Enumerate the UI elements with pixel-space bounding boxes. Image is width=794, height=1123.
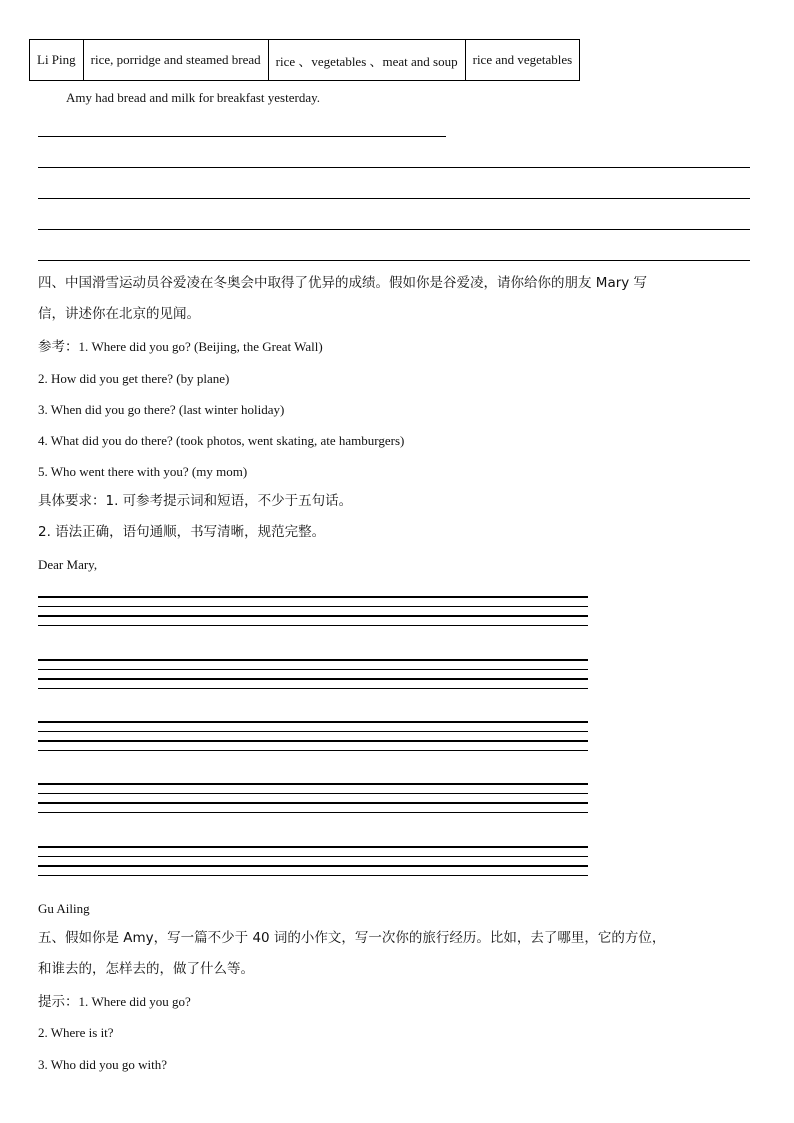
hint-prefix: 参考： — [38, 339, 79, 355]
section4-hint-2: 2. How did you get there? (by plane) — [38, 371, 230, 386]
section5-title-line1: 五、假如你是 Amy，写一篇不少于 40 词的小作文，写一次你的旅行经历。比如，去了哪里，它的方位， — [38, 930, 666, 946]
table-cell-name: Li Ping — [30, 40, 84, 81]
section4-hint-5: 5. Who went there with you? (my mom) — [38, 464, 248, 479]
section4-hint-3: 3. When did you go there? (last winter holiday) — [38, 402, 285, 417]
letter-signature: Gu Ailing — [38, 901, 90, 916]
writing-line — [38, 229, 750, 230]
hint-text: 1. Where did you go? (Beijing, the Great Wall) — [78, 339, 323, 354]
section4-title-line2: 信，讲述你在北京的见闻。 — [38, 306, 200, 322]
section5-hint-3: 3. Who did you go with? — [38, 1057, 168, 1072]
writing-staff — [38, 846, 588, 876]
hint-text: 1. Where did you go? — [78, 994, 191, 1009]
writing-staff — [38, 596, 588, 626]
table-row — [30, 40, 580, 81]
writing-staff — [38, 783, 588, 813]
writing-staff — [38, 659, 588, 689]
section5-hint-2: 2. Where is it? — [38, 1025, 114, 1040]
section4-hint-1 — [38, 340, 323, 355]
section5-hint-1 — [38, 995, 191, 1010]
meals-table — [29, 39, 580, 81]
section5-title-line2: 和谁去的，怎样去的，做了什么等。 — [38, 961, 254, 977]
section4-requirement-1: 具体要求：1. 可参考提示词和短语，不少于五句话。 — [38, 493, 353, 509]
table-cell-breakfast: rice, porridge and steamed bread — [83, 40, 268, 81]
section4-title-line1: 四、中国滑雪运动员谷爱凌在冬奥会中取得了优异的成绩。假如你是谷爱凌，请你给你的朋友 Mary 写 — [38, 275, 648, 291]
hint-prefix: 提示： — [38, 994, 79, 1010]
writing-line — [38, 136, 446, 137]
letter-greeting: Dear Mary, — [38, 557, 98, 572]
writing-line — [38, 198, 750, 199]
example-sentence: Amy had bread and milk for breakfast yesterday. — [66, 90, 321, 105]
writing-staff — [38, 721, 588, 751]
table-cell-dinner: rice and vegetables — [465, 40, 580, 81]
writing-line — [38, 260, 750, 261]
writing-line — [38, 167, 750, 168]
section4-hint-4: 4. What did you do there? (took photos, went skating, ate hamburgers) — [38, 433, 405, 448]
section4-requirement-2: 2. 语法正确，语句通顺，书写清晰，规范完整。 — [38, 524, 326, 540]
table-cell-lunch: rice 、vegetables 、meat and soup — [268, 40, 465, 81]
